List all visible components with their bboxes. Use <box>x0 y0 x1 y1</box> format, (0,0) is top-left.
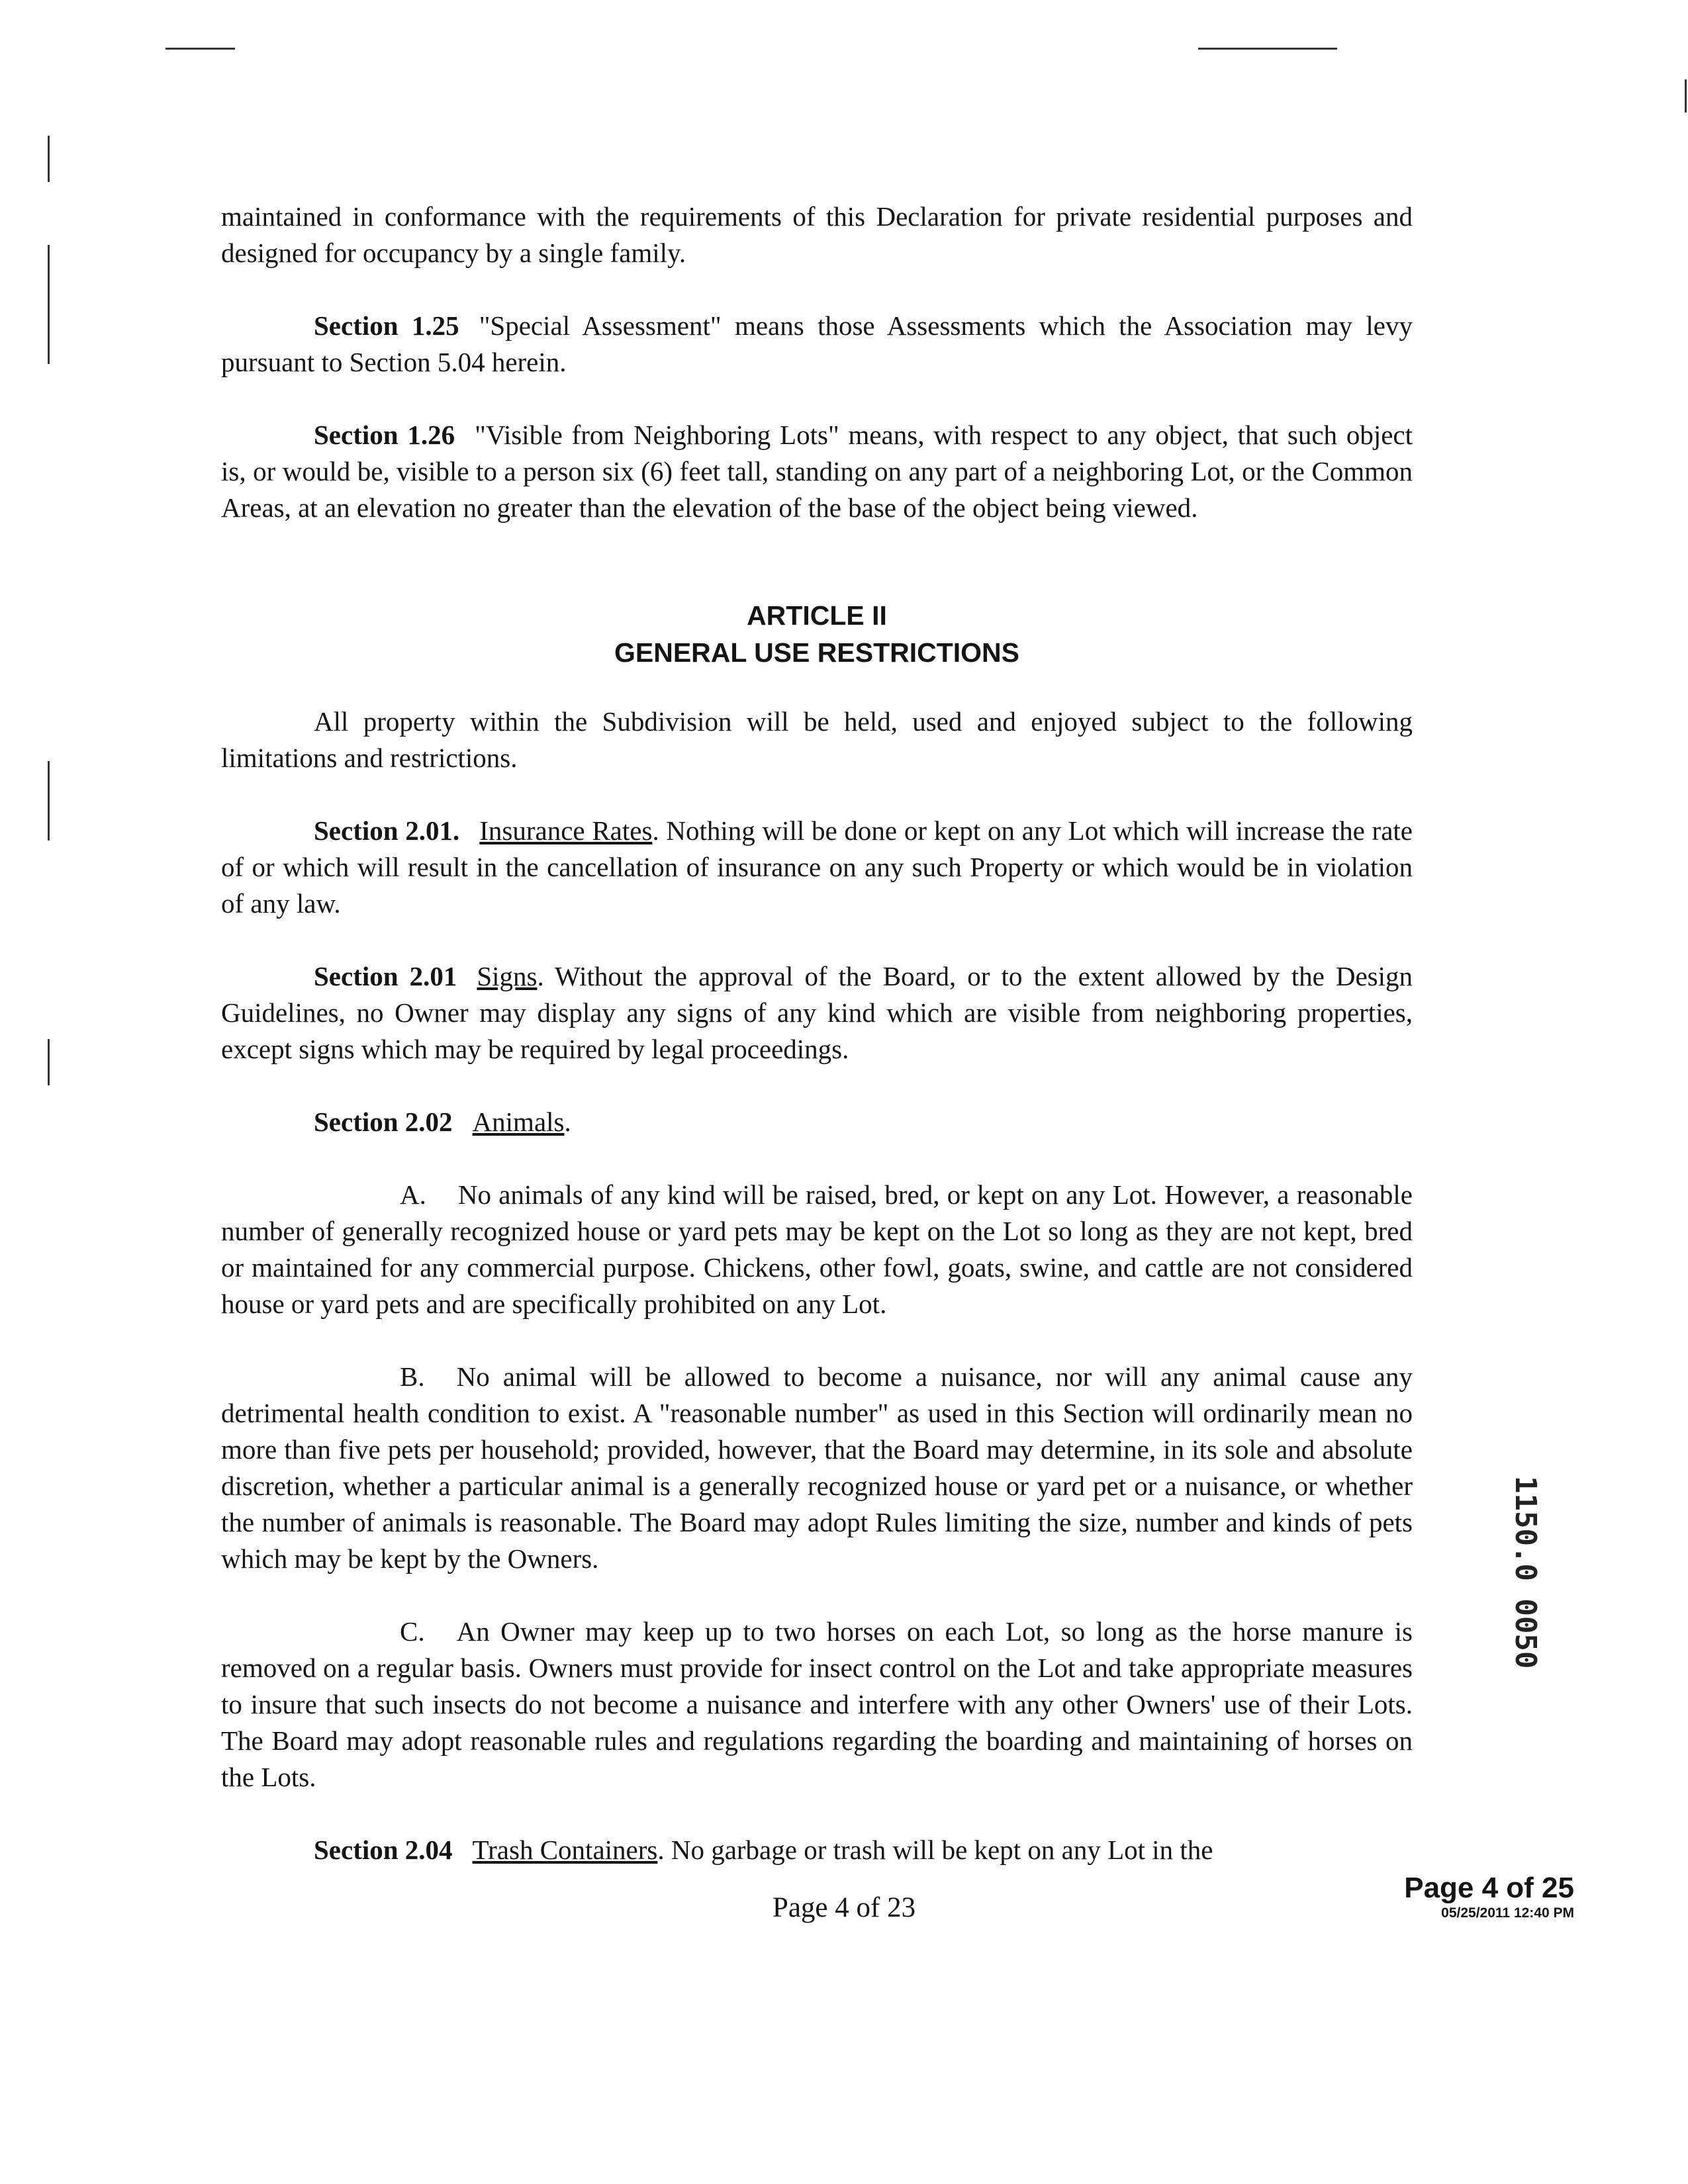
scan-mark-right-edge <box>1685 79 1687 113</box>
item-c-text: An Owner may keep up to two horses on each Lot, so long as the horse manure is removed on a regular basis. Owners must provide for insect control on the Lot and take appropriate measures to insure that such insects do not become a nuisance and interfere with any other Owners' use of their Lots. The Board may adopt reasonable rules and regulations regarding the boarding and maintaining of horses on the Lots. <box>221 1616 1413 1792</box>
scan-mark-top-right <box>1198 48 1337 50</box>
article-heading <box>221 597 1413 671</box>
section-2-02-number: Section 2.02 <box>314 1107 453 1137</box>
stamp-page-number: Page 4 of 25 <box>1404 1872 1574 1904</box>
section-2-01a-text: . Nothing will be done or kept on any Lot which will increase the rate of or which will result in the cancellation of insurance on any such Property or which would be in violation of any law. <box>221 815 1413 919</box>
paragraph-continuation: maintained in conformance with the requirements of this Declaration for private residential purposes and designed for occupancy by a single family. <box>221 201 1413 268</box>
section-2-02-title: Animals <box>472 1107 565 1137</box>
intro-paragraph: All property within the Subdivision will be held, used and enjoyed subject to the following limitations and restrictions. <box>221 706 1413 773</box>
section-2-01-signs <box>221 958 1413 1068</box>
section-1-26-number: Section 1.26 <box>314 420 455 450</box>
section-2-04-number: Section 2.04 <box>314 1835 453 1865</box>
section-2-01a-number: Section 2.01. <box>314 815 460 846</box>
section-2-02-animals <box>221 1104 1413 1140</box>
section-2-02-end: . <box>564 1107 571 1137</box>
definitions-block <box>221 199 1413 526</box>
animals-item-c <box>221 1614 1413 1796</box>
section-1-26-text: "Visible from Neighboring Lots" means, with respect to any object, that such object is, or would be, visible to a person six (6) feet tall, standing on any part of a neighboring Lot, or the Common Areas, at an elevation no greater than the elevation of the base of the object being viewed. <box>221 420 1413 523</box>
item-c-label: C. <box>400 1616 425 1647</box>
article-body <box>221 704 1413 1868</box>
section-1-25-text: "Special Assessment" means those Assessments which the Association may levy pursuant to Section 5.04 herein. <box>221 310 1413 377</box>
animals-item-b <box>221 1359 1413 1577</box>
scan-mark-left-2 <box>48 245 50 364</box>
scan-mark-left-1 <box>48 136 50 182</box>
item-a-label: A. <box>400 1179 426 1210</box>
section-2-01b-title: Signs <box>477 961 538 991</box>
section-1-26 <box>221 417 1413 526</box>
scan-mark-top-left <box>165 48 235 50</box>
section-2-01-insurance <box>221 813 1413 922</box>
article-title: GENERAL USE RESTRICTIONS <box>614 637 1020 668</box>
section-1-25-number: Section 1.25 <box>314 310 459 341</box>
section-2-04-text: . No garbage or trash will be kept on any Lot in the <box>657 1835 1213 1865</box>
animals-item-a <box>221 1177 1413 1322</box>
stamp-date: 05/25/2011 12:40 PM <box>1441 1905 1574 1921</box>
section-2-01b-text: . Without the approval of the Board, or to the extent allowed by the Design Guidelines, no Owner may display any signs of any kind which are visible from neighboring properties, except signs which may be required by legal proceedings. <box>221 961 1413 1064</box>
scan-mark-left-4 <box>48 1039 50 1085</box>
section-2-01a-title: Insurance Rates <box>479 815 653 846</box>
section-1-25 <box>221 308 1413 381</box>
article-number: ARTICLE II <box>747 600 887 631</box>
side-reference-stamp <box>1509 1476 1556 1787</box>
scan-mark-left-3 <box>48 761 50 841</box>
section-2-01b-number: Section 2.01 <box>314 961 457 991</box>
item-a-text: No animals of any kind will be raised, bred, or kept on any Lot. However, a reasonable number of generally recognized house or yard pets may be kept on the Lot so long as they are not kept, bred or maintained for any commercial purpose. Chickens, other fowl, goats, swine, and cattle are not considered house or yard pets and are specifically prohibited on any Lot. <box>221 1179 1413 1319</box>
item-b-label: B. <box>400 1361 425 1392</box>
recording-stamp <box>1404 1872 1574 1922</box>
section-2-04-title: Trash Containers <box>472 1835 658 1865</box>
side-reference-text: 1150.0 0050 <box>1509 1476 1542 1669</box>
section-2-04-trash <box>221 1832 1413 1868</box>
item-b-text: No animal will be allowed to become a nuisance, nor will any animal cause any detrimental health condition to exist. A "reasonable number" as used in this Section will ordinarily mean no more than five pets per household; provided, however, that the Board may determine, in its sole and absolute discretion, whether a particular animal is a generally recognized house or yard pet or a nuisance, or whether the number of animals is reasonable. The Board may adopt Rules limiting the size, number and kinds of pets which may be kept by the Owners. <box>221 1361 1413 1574</box>
page-number: Page 4 of 23 <box>772 1892 916 1923</box>
